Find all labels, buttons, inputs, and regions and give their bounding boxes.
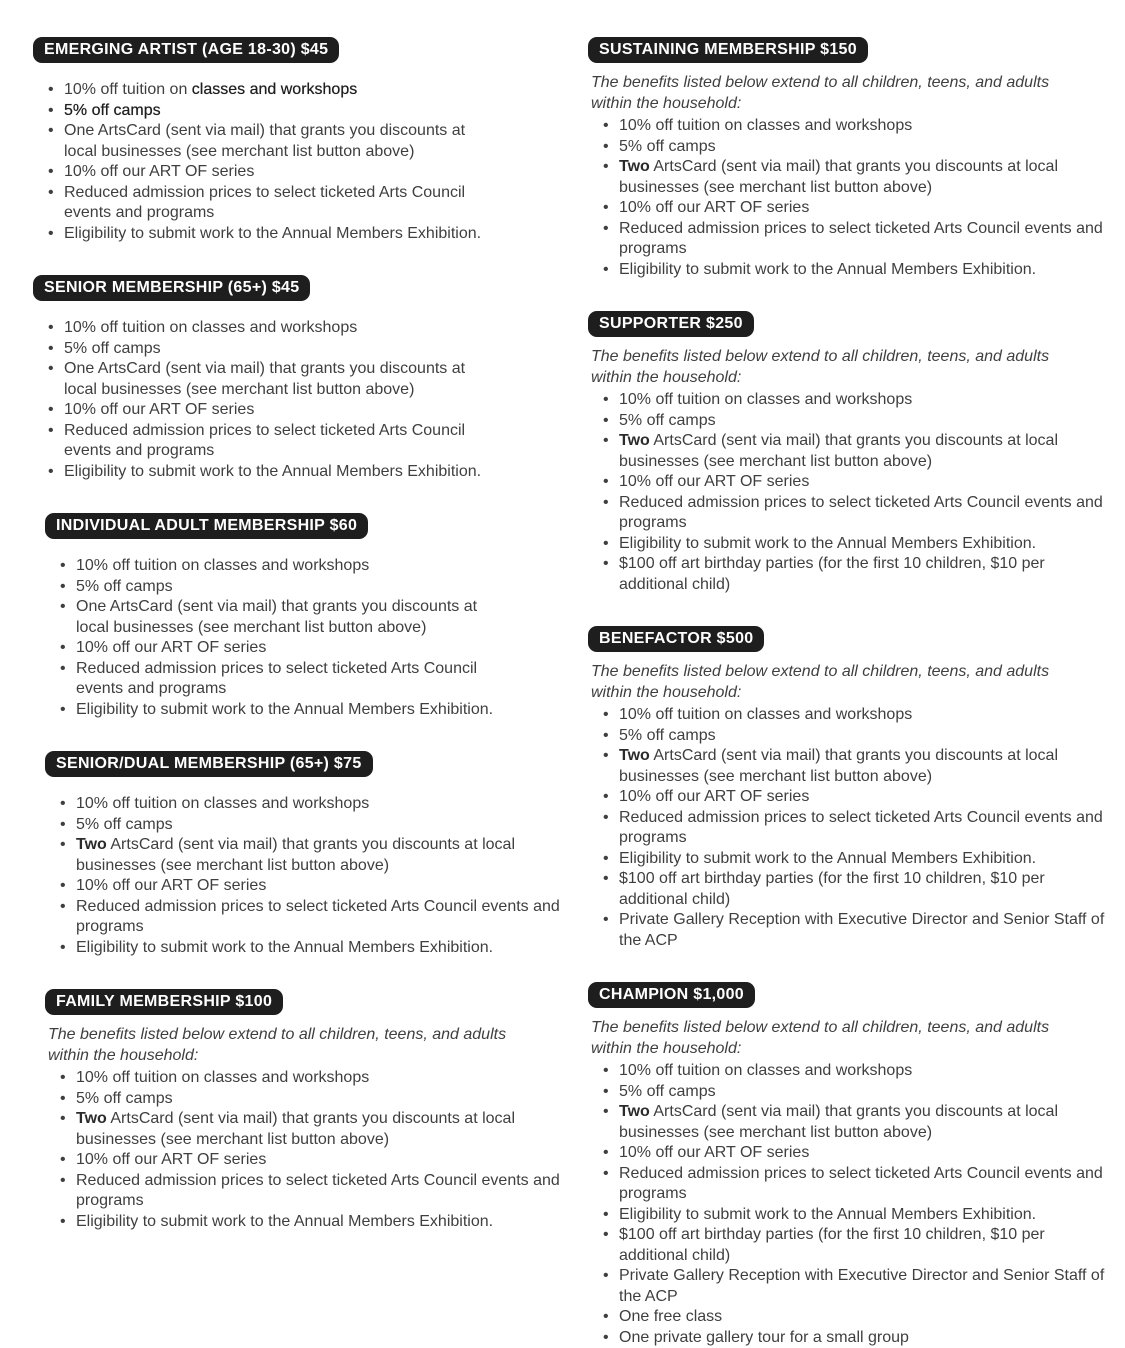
benefit-item	[76, 1150, 560, 1171]
membership-tier-section	[33, 37, 560, 244]
membership-tier-section	[588, 626, 1125, 951]
benefit-text: 5% off camps	[64, 340, 161, 357]
benefit-text: 10% off our ART OF series	[76, 639, 266, 656]
tier-title: CHAMPION $1,000	[599, 986, 744, 1003]
benefit-text: 10% off our ART OF series	[76, 877, 266, 894]
benefit-item	[64, 121, 496, 162]
benefit-text: Reduced admission prices to select ticketed Arts Council events and programs	[64, 422, 465, 460]
benefit-item	[619, 198, 1111, 219]
benefit-item	[76, 815, 560, 836]
benefit-text: ArtsCard (sent via mail) that grants you discounts at local businesses (see merchant list button above)	[619, 1103, 1058, 1141]
benefit-text: Eligibility to submit work to the Annual Members Exhibition.	[76, 1213, 493, 1230]
bold-text: Two	[619, 158, 650, 175]
benefit-text: 10% off our ART OF series	[619, 1144, 809, 1161]
benefit-item	[619, 1082, 1111, 1103]
tier-title-badge	[588, 311, 754, 337]
benefit-item	[619, 1266, 1111, 1307]
benefit-text: ArtsCard (sent via mail) that grants you discounts at local businesses (see merchant list button above)	[619, 432, 1058, 470]
benefit-item	[76, 1089, 560, 1110]
benefit-item	[76, 659, 508, 700]
benefit-item	[619, 493, 1111, 534]
benefit-item	[619, 787, 1111, 808]
benefit-item	[619, 726, 1111, 747]
benefit-text: 10% off tuition on classes and workshops	[619, 1062, 912, 1079]
benefit-item	[64, 339, 496, 360]
benefit-item	[76, 897, 560, 938]
benefit-text: One ArtsCard (sent via mail) that grants you discounts at local businesses (see merchant list button above)	[64, 360, 465, 398]
tier-title-badge	[45, 513, 368, 539]
household-note: The benefits listed below extend to all children, teens, and adults within the household:	[591, 1018, 1091, 1059]
benefit-text: 10% off our ART OF series	[64, 401, 254, 418]
benefit-text: Private Gallery Reception with Executive Director and Senior Staff of the ACP	[619, 911, 1104, 949]
benefit-item	[76, 1212, 560, 1233]
benefit-text: 10% off tuition on classes and workshops	[76, 557, 369, 574]
benefit-text: 5% off camps	[619, 412, 716, 429]
benefit-text: 10% off our ART OF series	[76, 1151, 266, 1168]
benefit-item	[76, 835, 560, 876]
benefit-item	[64, 318, 496, 339]
benefit-item	[619, 849, 1111, 870]
benefit-text: 10% off our ART OF series	[619, 199, 809, 216]
benefit-text: Reduced admission prices to select ticketed Arts Council events and programs	[619, 1165, 1103, 1203]
benefit-item	[619, 534, 1111, 555]
membership-tier-section	[588, 37, 1125, 280]
benefit-text: 5% off camps	[619, 138, 716, 155]
benefit-item	[619, 219, 1111, 260]
benefit-text: 5% off camps	[619, 1083, 716, 1100]
benefit-item	[64, 80, 496, 101]
benefit-text: Reduced admission prices to select ticketed Arts Council events and programs	[619, 809, 1103, 847]
benefit-text: 5% off camps	[76, 578, 173, 595]
benefit-item	[619, 1205, 1111, 1226]
bold-text: Two	[76, 1110, 107, 1127]
household-note: The benefits listed below extend to all children, teens, and adults within the household:	[591, 347, 1091, 388]
benefit-item	[76, 1068, 560, 1089]
benefit-item	[619, 472, 1111, 493]
benefit-item	[619, 1307, 1111, 1328]
tier-title-badge	[45, 751, 373, 777]
benefit-item	[619, 137, 1111, 158]
benefit-text: ArtsCard (sent via mail) that grants you discounts at local businesses (see merchant list button above)	[76, 836, 515, 874]
benefit-item	[619, 869, 1111, 910]
benefit-text: 5% off camps	[76, 1090, 173, 1107]
tier-title: SUPPORTER $250	[599, 315, 743, 332]
tier-title: SENIOR/DUAL MEMBERSHIP (65+) $75	[56, 755, 362, 772]
membership-tier-section	[45, 513, 560, 720]
benefit-text: Reduced admission prices to select ticketed Arts Council events and programs	[76, 660, 477, 698]
benefit-text: 10% off our ART OF series	[619, 473, 809, 490]
benefit-item	[619, 1102, 1111, 1143]
bold-text: Two	[619, 1103, 650, 1120]
tier-title: BENEFACTOR $500	[599, 630, 753, 647]
benefit-text: Eligibility to submit work to the Annual Members Exhibition.	[619, 261, 1036, 278]
tier-title: SENIOR MEMBERSHIP (65+) $45	[44, 279, 299, 296]
benefits-list	[588, 390, 1125, 595]
bold-text: Two	[619, 747, 650, 764]
benefit-item	[64, 400, 496, 421]
benefit-item	[64, 183, 496, 224]
tier-title-badge	[33, 275, 310, 301]
benefit-item	[64, 224, 496, 245]
benefit-item	[619, 431, 1111, 472]
membership-tier-section	[45, 751, 560, 958]
benefit-text: One private gallery tour for a small group	[619, 1329, 909, 1346]
benefit-item	[619, 808, 1111, 849]
bold-text: Two	[619, 432, 650, 449]
benefit-item	[76, 1109, 560, 1150]
benefit-text: 10% off tuition on classes and workshops	[76, 1069, 369, 1086]
benefit-item	[64, 359, 496, 400]
benefit-text: Eligibility to submit work to the Annual Members Exhibition.	[76, 701, 493, 718]
benefit-text: Reduced admission prices to select ticketed Arts Council events and programs	[619, 494, 1103, 532]
benefit-item	[619, 157, 1111, 198]
benefit-text: One ArtsCard (sent via mail) that grants you discounts at local businesses (see merchant list button above)	[64, 122, 465, 160]
tier-title: SUSTAINING MEMBERSHIP $150	[599, 41, 857, 58]
benefit-item	[619, 116, 1111, 137]
benefit-item	[64, 162, 496, 183]
benefit-item	[619, 1328, 1111, 1348]
tier-title: FAMILY MEMBERSHIP $100	[56, 993, 272, 1010]
benefit-item	[76, 597, 508, 638]
benefit-item	[619, 746, 1111, 787]
benefit-item	[64, 101, 496, 122]
right-column	[588, 37, 1125, 1324]
benefit-text: $100 off art birthday parties (for the first 10 children, $10 per additional child)	[619, 870, 1045, 908]
benefit-text: Reduced admission prices to select ticketed Arts Council events and programs	[76, 1172, 560, 1210]
benefit-item	[619, 910, 1111, 951]
benefit-text: 5% off camps	[619, 727, 716, 744]
membership-tier-section	[33, 275, 560, 482]
benefit-item	[76, 794, 560, 815]
benefit-text: Eligibility to submit work to the Annual Members Exhibition.	[76, 939, 493, 956]
membership-tier-section	[588, 982, 1125, 1348]
tier-title-badge	[588, 982, 755, 1008]
benefits-list	[588, 1061, 1125, 1348]
benefits-list	[45, 556, 560, 720]
benefit-item	[619, 1225, 1111, 1266]
benefit-text: Eligibility to submit work to the Annual Members Exhibition.	[619, 535, 1036, 552]
emphasized-text: classes and workshops	[192, 81, 357, 98]
benefit-item	[619, 1143, 1111, 1164]
membership-tier-section	[588, 311, 1125, 595]
benefit-item	[76, 700, 508, 721]
benefit-text: $100 off art birthday parties (for the first 10 children, $10 per additional child)	[619, 1226, 1045, 1264]
benefit-item	[619, 260, 1111, 281]
benefit-text: ArtsCard (sent via mail) that grants you discounts at local businesses (see merchant list button above)	[619, 747, 1058, 785]
benefit-text: Private Gallery Reception with Executive Director and Senior Staff of the ACP	[619, 1267, 1104, 1305]
benefit-item	[619, 390, 1111, 411]
benefit-text: One free class	[619, 1308, 722, 1325]
benefit-text: 10% off our ART OF series	[619, 788, 809, 805]
benefit-item	[619, 705, 1111, 726]
household-note: The benefits listed below extend to all children, teens, and adults within the household:	[591, 662, 1091, 703]
benefit-text: Eligibility to submit work to the Annual Members Exhibition.	[64, 463, 481, 480]
benefit-text: Reduced admission prices to select ticketed Arts Council events and programs	[64, 184, 465, 222]
benefit-text: Reduced admission prices to select ticketed Arts Council events and programs	[76, 898, 560, 936]
benefit-text: 10% off tuition on classes and workshops	[619, 117, 912, 134]
household-note: The benefits listed below extend to all children, teens, and adults within the household:	[48, 1025, 548, 1066]
tier-title-badge	[45, 989, 283, 1015]
benefit-item	[619, 554, 1111, 595]
tier-title-badge	[33, 37, 339, 63]
benefits-list	[45, 1068, 560, 1232]
benefit-item	[64, 421, 496, 462]
benefit-text: Eligibility to submit work to the Annual Members Exhibition.	[619, 850, 1036, 867]
benefit-item	[76, 876, 560, 897]
benefit-text: 10% off our ART OF series	[64, 163, 254, 180]
tier-title: EMERGING ARTIST (AGE 18-30) $45	[44, 41, 328, 58]
benefit-text: Reduced admission prices to select ticketed Arts Council events and programs	[619, 220, 1103, 258]
benefit-item	[76, 556, 508, 577]
benefit-text: One ArtsCard (sent via mail) that grants you discounts at local businesses (see merchant list button above)	[76, 598, 477, 636]
benefit-item	[619, 1164, 1111, 1205]
benefit-item	[76, 1171, 560, 1212]
benefit-text: 5% off camps	[76, 816, 173, 833]
benefit-item	[64, 462, 496, 483]
tier-title-badge	[588, 626, 764, 652]
benefit-text: 10% off tuition on	[64, 81, 192, 98]
benefit-item	[76, 638, 508, 659]
benefit-text: 10% off tuition on classes and workshops	[619, 391, 912, 408]
household-note: The benefits listed below extend to all children, teens, and adults within the household:	[591, 73, 1091, 114]
benefits-list	[45, 794, 560, 958]
tier-title-badge	[588, 37, 868, 63]
membership-tier-section	[45, 989, 560, 1232]
benefit-text: ArtsCard (sent via mail) that grants you discounts at local businesses (see merchant list button above)	[76, 1110, 515, 1148]
bold-text: Two	[76, 836, 107, 853]
left-column	[33, 37, 560, 1324]
tier-title: INDIVIDUAL ADULT MEMBERSHIP $60	[56, 517, 357, 534]
benefit-text: 10% off tuition on classes and workshops	[619, 706, 912, 723]
benefit-item	[76, 938, 560, 959]
benefit-item	[619, 411, 1111, 432]
benefit-text: 10% off tuition on classes and workshops	[64, 319, 357, 336]
benefit-item	[76, 577, 508, 598]
benefit-text: 10% off tuition on classes and workshops	[76, 795, 369, 812]
benefit-text: $100 off art birthday parties (for the first 10 children, $10 per additional child)	[619, 555, 1045, 593]
benefit-item	[619, 1061, 1111, 1082]
emphasized-text: 5% off camps	[64, 102, 161, 119]
benefit-text: ArtsCard (sent via mail) that grants you discounts at local businesses (see merchant list button above)	[619, 158, 1058, 196]
benefit-text: Eligibility to submit work to the Annual Members Exhibition.	[619, 1206, 1036, 1223]
benefits-list	[33, 80, 560, 244]
benefits-list	[588, 116, 1125, 280]
benefit-text: Eligibility to submit work to the Annual Members Exhibition.	[64, 225, 481, 242]
benefits-list	[33, 318, 560, 482]
benefits-list	[588, 705, 1125, 951]
